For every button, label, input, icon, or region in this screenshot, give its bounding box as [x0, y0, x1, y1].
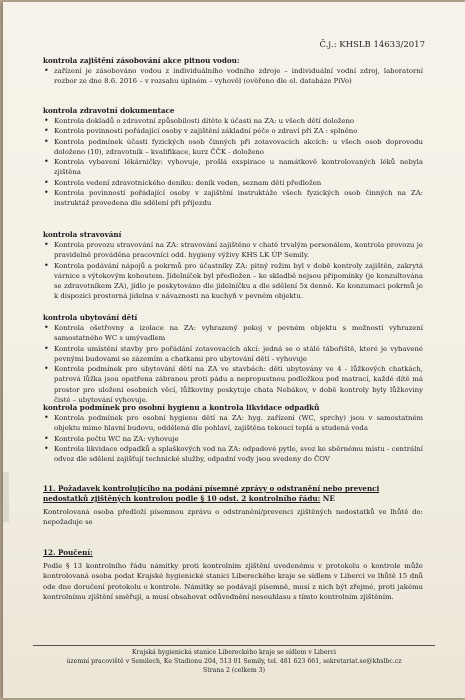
health-heading: kontrola zdravotní dokumentace: [43, 106, 175, 115]
lodging-list: [43, 323, 423, 405]
hygiene-list: [43, 413, 423, 464]
section-health-documentation: [43, 106, 423, 209]
section-catering: [43, 230, 423, 302]
list-item: • Kontrola povinnosti pořádající osoby v zajištění základní péče o zdraví při ZA : splněno: [43, 126, 423, 136]
list-item: • Kontrola podmínek účasti fyzických osob činných při zotavovacích akcích: u všech osob doprovodu doloženo (10), zdravotník – kvalifikace, kurz ČČK - doloženo: [43, 137, 423, 158]
water-heading: kontrola zajištění zásobování akce pitnou vodou:: [43, 56, 240, 65]
list-item: • Kontrola vedení zdravotnického deníku: deník veden, seznam dětí předložen: [43, 178, 423, 188]
section-12-heading: 12. Poučení:: [43, 548, 93, 557]
list-item: • Kontrola podmínek pro osobní hygienu dětí na ZA: hyg. zařízení (WC, sprchy) jsou v samostatném objektu mimo hlavní budovu, oddělená dle pohlaví, zajištěna tekoucí teplá a studená voda: [43, 413, 423, 434]
list-item: • Kontrola počtu WC na ZA: vyhovuje: [43, 434, 423, 444]
list-item: • Kontrola likvidace odpadků a splaškových vod na ZA: odpadové pytle, svoz ke sběrnému místu - centrální odvoz dle sdělení zajišťují technické služby, odpadní vody jsou svedeny do ČOV: [43, 444, 423, 465]
list-item: • Kontrola ošetřovny a izolace na ZA: vyhrazený pokoj v pevném objektu s možností vyhrazení samostatného WC s umývadlem: [43, 323, 423, 344]
list-item: • zařízení je zásobováno vodou z individuálního vodního zdroje – individuální vodní zdroj, laboratorní rozbor ze dne 8.6. 2016 – v rozsahu úplném – vyhověl (ověřeno dle el. databáze PiVo): [43, 66, 423, 87]
section-11-text: Kontrolovaná osoba předloží písemnou zprávu o odstranění/prevenci zjištěných nedostatků ve lhůtě do: nepožaduje se: [43, 508, 423, 527]
catering-heading: kontrola stravování: [43, 230, 122, 239]
page-edge-shadow: [3, 472, 9, 522]
water-list: [43, 66, 423, 87]
list-item: • Kontrola podávání nápojů a pokrmů pro účastníky ZA: pitný režim byl v době kontroly zajištěn, zakrytá várnice s výtokovým kohoutem. Jídelníček byl předložen – ke skladbě nejsou připomínky (je konzultována se zdravotníkem ZA), jídlo je poskytováno dle jídelníčku a dle sdělení 5x denně. Ke konzumaci pokrmů je k dispozici prostorná jídelna v návaznosti na kuchyň v pevném objektu.: [43, 261, 423, 302]
document-page: [3, 2, 465, 698]
section-lodging: [43, 313, 423, 405]
section-11-answer: NE: [322, 494, 335, 503]
list-item: • Kontrola dokladů o zdravotní způsobilosti dítěte k účasti na ZA: u všech dětí doloženo: [43, 116, 423, 126]
section-12-notice: [43, 548, 423, 603]
lodging-heading: kontrola ubytování dětí: [43, 313, 138, 322]
list-item: • Kontrola podmínek pro ubytování dětí na ZA ve stavbách: děti ubytovány ve 4 - lůžkových chatkách, patrová lůžka jsou opatřena zábranou proti pádu a nepropustnou podložkou pod matrací, každé dítě má prostor pro uložení osobních věcí, lůžkoviny poskytuje chata Nebákov, v době kontroly byly lůžkoviny čisté – ubytování vyhovuje.: [43, 364, 423, 405]
list-item: • Kontrola povinností pořádající osoby v zajištění instruktáže všech fyzických osob činných na ZA: instruktáž provedena dle sdělení při příjezdu: [43, 188, 423, 209]
health-list: [43, 116, 423, 209]
section-12-text: Podle § 13 kontrolního řádu námitky proti kontrolním zjištění uvedenému v protokolu o kontrole může kontrolovaná osoba podat Krajské hygienické stanici Libereckého kraje se sídlem v Liberci ve lhůtě 15 dnů ode dne doručení protokolu o kontrole. Námitky se podávají písemně, musí z nich být zřejmé, proti jakému kontrolnímu zjištění směřují, a musí obsahovat odůvodnění nesouhlasu s tímto kontrolním zjištěním.: [43, 562, 423, 602]
footer-address: územní pracoviště v Semilech, Ke Stadionu 204, 513 01 Semily, tel. 481 623 661, sekretariat.se@khslbc.cz: [66, 658, 402, 665]
hygiene-heading: kontrola podmínek pro osobní hygienu a kontrola likvidace odpadků: [43, 403, 320, 412]
section-11-title: 11. Požadavek kontrolujícího na podání písemné zprávy o odstranění nebo prevenci nedostatků zjištěných kontrolou podle § 10 odst. 2 kontrolního řádu:: [43, 484, 380, 503]
footer-institution: Krajská hygienická stanice Libereckého kraje se sídlem v Liberci: [132, 649, 336, 656]
section-11-heading: [43, 484, 423, 504]
list-item: • Kontrola vybavení lékárničky: vyhovuje, prošlá exspirace u namátkově kontrolovaných léků nebyla zjištěna: [43, 157, 423, 178]
catering-list: [43, 240, 423, 302]
list-item: • Kontrola provozu stravování na ZA: stravování zajištěno v chatě trvalým personálem, kontrola provozu je pravidelně prováděna pracovníci odd. hygieny výživy KHS LK ÚP Semily.: [43, 240, 423, 261]
page-footer: [33, 645, 435, 675]
section-water-supply: [43, 56, 423, 87]
section-hygiene: [43, 403, 423, 464]
reference-number: Č.j.: KHSLB 14633/2017: [319, 40, 425, 50]
list-item: • Kontrola umístění stavby pro pořádání zotavovacích akcí: jedná se o stálé tábořiště, které je vybavené pevnými budovami se zázemím a chatkami pro ubytování dětí - vyhovuje: [43, 344, 423, 365]
page-number: Strana 2 (celkem 3): [202, 667, 266, 674]
section-11-report-requirement: [43, 484, 423, 528]
